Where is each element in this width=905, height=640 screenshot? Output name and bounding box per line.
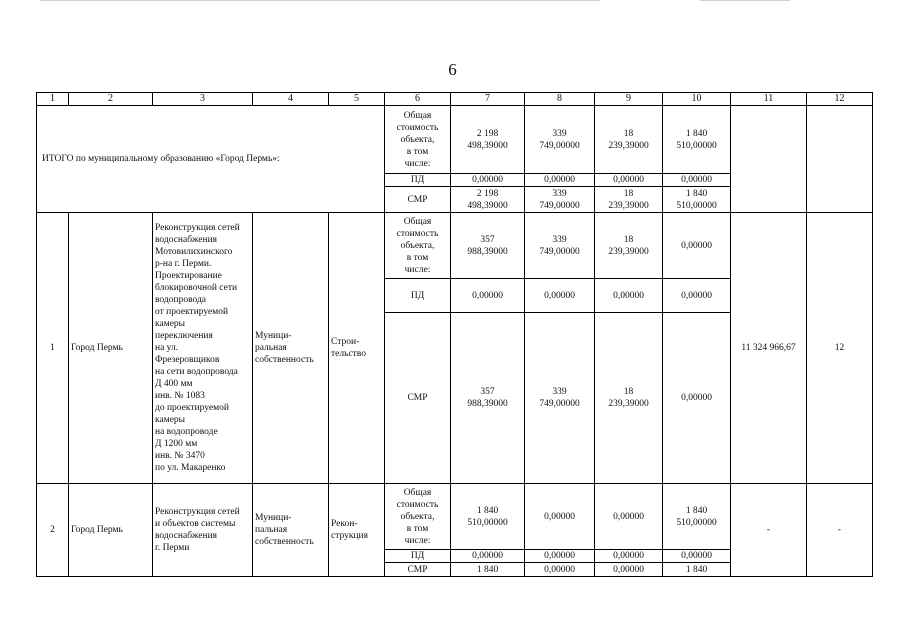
column-number: 2 [69, 93, 153, 106]
value-cell: 357 988,39000 [451, 213, 525, 279]
item-number: 1 [37, 213, 69, 484]
value-cell: 0,00000 [595, 279, 663, 313]
value-cell: 1 840 510,00000 [663, 484, 731, 550]
column-number: 10 [663, 93, 731, 106]
value-cell: 18 239,39000 [595, 187, 663, 213]
item-ownership: Муници- пальная собственность [253, 484, 329, 577]
value-cell: 0,00000 [525, 174, 595, 187]
value-cell: 339 749,00000 [525, 213, 595, 279]
value-cell: 18 239,39000 [595, 313, 663, 484]
value-cell: 0,00000 [525, 484, 595, 550]
value-cell: 1 840 510,00000 [663, 187, 731, 213]
column-number: 7 [451, 93, 525, 106]
empty-cell [807, 106, 873, 213]
value-cell: 1 840 510,00000 [663, 106, 731, 174]
column-number-row [37, 93, 873, 106]
cost-label: СМР [385, 563, 451, 577]
column-number: 1 [37, 93, 69, 106]
item-name: Реконструкция сетей водоснабжения Мотовилихинского р-на г. Перми. Проектирование блокировочной сети водопровода от проектируемой камеры переключения на ул. Фрезеровщиков на сети водопровода Д 400 мм инв. № 1083 до проектируемой камеры на водопроводе Д 1200 мм инв. № 3470 по ул. Макаренко [153, 213, 253, 484]
value-cell: 0,00000 [451, 174, 525, 187]
item-number: 2 [37, 484, 69, 577]
scan-top-mark [700, 0, 790, 2]
cost-label: ПД [385, 550, 451, 563]
total-row-general [37, 106, 873, 174]
value-cell: 2 198 498,39000 [451, 187, 525, 213]
value-cell: 0,00000 [595, 563, 663, 577]
item-col12: 12 [807, 213, 873, 484]
value-cell: 1 840 [663, 563, 731, 577]
value-cell: 0,00000 [663, 213, 731, 279]
cost-label: Общая стоимость объекта, в том числе: [385, 106, 451, 174]
column-number: 12 [807, 93, 873, 106]
value-cell: 18 239,39000 [595, 106, 663, 174]
column-number: 9 [595, 93, 663, 106]
value-cell: 0,00000 [663, 279, 731, 313]
value-cell: 0,00000 [663, 313, 731, 484]
value-cell: 1 840 510,00000 [451, 484, 525, 550]
value-cell: 357 988,39000 [451, 313, 525, 484]
column-number: 6 [385, 93, 451, 106]
value-cell: 0,00000 [525, 279, 595, 313]
value-cell: 0,00000 [595, 484, 663, 550]
item-col12: - [807, 484, 873, 577]
value-cell: 0,00000 [525, 550, 595, 563]
investment-table [36, 92, 873, 577]
value-cell: 0,00000 [595, 174, 663, 187]
cost-label: СМР [385, 187, 451, 213]
empty-cell [731, 106, 807, 213]
cost-label: ПД [385, 279, 451, 313]
scan-top-line [40, 0, 600, 2]
item-ownership: Муници- pальная собственность [253, 213, 329, 484]
cost-label: Общая стоимость объекта, в том числе: [385, 213, 451, 279]
item-2-row-general [37, 484, 873, 550]
column-number: 8 [525, 93, 595, 106]
value-cell: 339 749,00000 [525, 187, 595, 213]
column-number: 11 [731, 93, 807, 106]
item-city: Город Пермь [69, 213, 153, 484]
value-cell: 0,00000 [595, 550, 663, 563]
value-cell: 2 198 498,39000 [451, 106, 525, 174]
value-cell: 0,00000 [525, 563, 595, 577]
item-amount: - [731, 484, 807, 577]
cost-label: Общая стоимость объекта, в том числе: [385, 484, 451, 550]
column-number: 5 [329, 93, 385, 106]
item-amount: 11 324 966,67 [731, 213, 807, 484]
page-number: 6 [448, 60, 457, 79]
item-work-type: Рекон- струкция [329, 484, 385, 577]
cost-label: СМР [385, 313, 451, 484]
value-cell: 0,00000 [451, 279, 525, 313]
item-work-type: Строи- тельство [329, 213, 385, 484]
value-cell: 0,00000 [451, 550, 525, 563]
value-cell: 339 749,00000 [525, 106, 595, 174]
total-title: ИТОГО по муниципальному образованию «Город Пермь»: [37, 106, 385, 213]
value-cell: 0,00000 [663, 550, 731, 563]
value-cell: 18 239,39000 [595, 213, 663, 279]
column-number: 4 [253, 93, 329, 106]
item-name: Реконструкция сетей и объектов системы водоснабжения г. Перми [153, 484, 253, 577]
value-cell: 339 749,00000 [525, 313, 595, 484]
item-1-row-general [37, 213, 873, 279]
item-city: Город Пермь [69, 484, 153, 577]
cost-label: ПД [385, 174, 451, 187]
value-cell: 1 840 [451, 563, 525, 577]
column-number: 3 [153, 93, 253, 106]
value-cell: 0,00000 [663, 174, 731, 187]
